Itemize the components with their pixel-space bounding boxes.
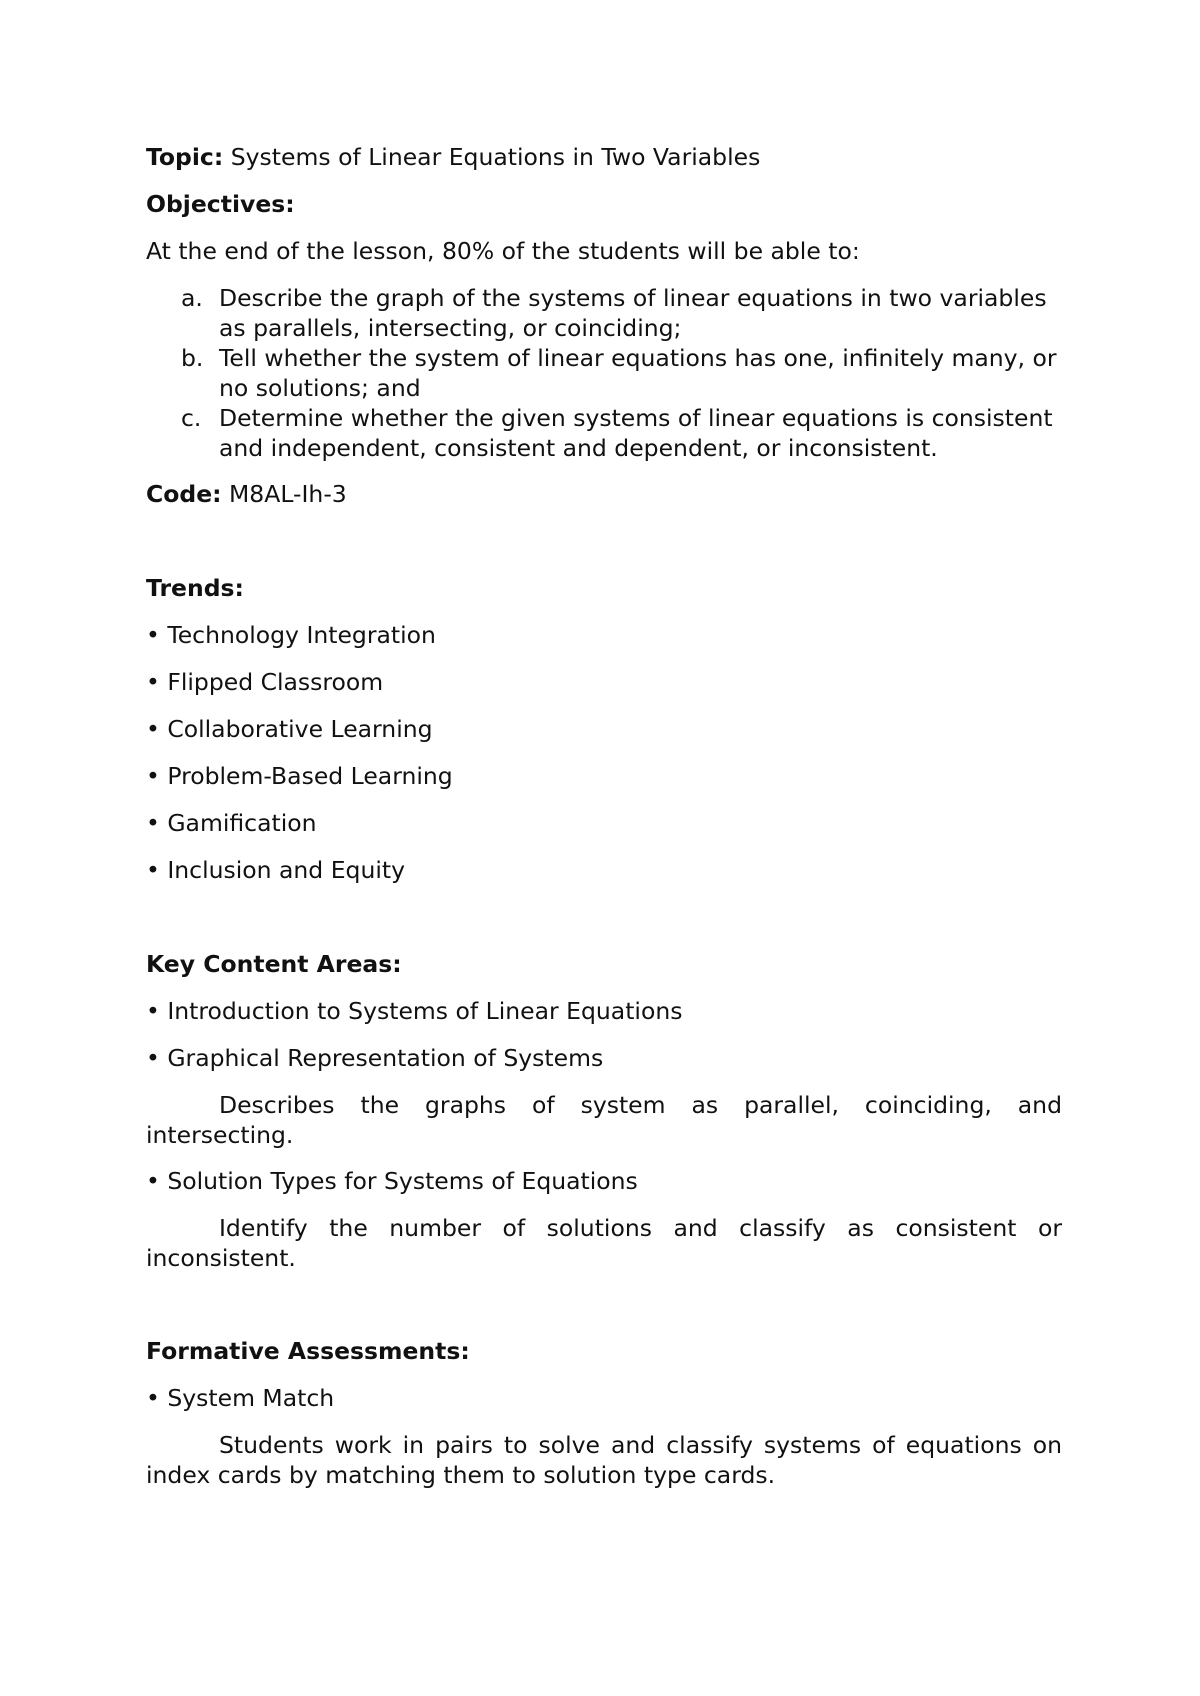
objective-item: [146, 283, 1062, 343]
key-content-item: • Solution Types for Systems of Equations: [146, 1167, 638, 1195]
objectives-intro: At the end of the lesson, 80% of the students will be able to:: [146, 237, 860, 265]
objective-marker: c.: [181, 404, 202, 432]
topic-line: [146, 142, 1062, 173]
key-content-heading: Key Content Areas:: [146, 950, 402, 978]
objective-item: [146, 343, 1062, 403]
key-content-description: Describes the graphs of system as parallel, coinciding, and intersecting.: [146, 1091, 1062, 1149]
objectives-list: [146, 283, 1062, 463]
key-content-item: • Introduction to Systems of Linear Equations: [146, 997, 683, 1025]
topic-value: Systems of Linear Equations in Two Variables: [223, 143, 761, 171]
objective-marker: a.: [181, 284, 203, 312]
code-label: Code:: [146, 480, 222, 508]
trend-item: • Inclusion and Equity: [146, 856, 406, 884]
objectives-heading: Objectives:: [146, 190, 295, 218]
document-page: [146, 142, 1062, 1506]
objective-marker: b.: [181, 344, 204, 372]
trend-item: • Problem-Based Learning: [146, 762, 453, 790]
trend-item: • Gamification: [146, 809, 317, 837]
objective-item: [146, 403, 1062, 463]
formative-heading: Formative Assessments:: [146, 1337, 470, 1365]
code-line: [146, 479, 1062, 510]
objective-text: Describe the graph of the systems of linear equations in two variables as parallels, intersecting, or coinciding;: [219, 284, 1047, 342]
trend-item: • Flipped Classroom: [146, 668, 384, 696]
trend-item: • Technology Integration: [146, 621, 436, 649]
topic-label: Topic:: [146, 143, 224, 171]
formative-description: Students work in pairs to solve and classify systems of equations on index cards by matching them to solution type cards.: [146, 1431, 1062, 1489]
key-content-item: • Graphical Representation of Systems: [146, 1044, 604, 1072]
trends-heading: Trends:: [146, 574, 244, 602]
key-content-description: Identify the number of solutions and classify as consistent or inconsistent.: [146, 1214, 1062, 1272]
objective-text: Determine whether the given systems of linear equations is consistent and independent, consistent and dependent, or inconsistent.: [219, 404, 1053, 462]
formative-item: • System Match: [146, 1384, 335, 1412]
trend-item: • Collaborative Learning: [146, 715, 433, 743]
objective-text: Tell whether the system of linear equations has one, infinitely many, or no solutions; and: [219, 344, 1057, 402]
code-value: M8AL-Ih-3: [221, 480, 347, 508]
